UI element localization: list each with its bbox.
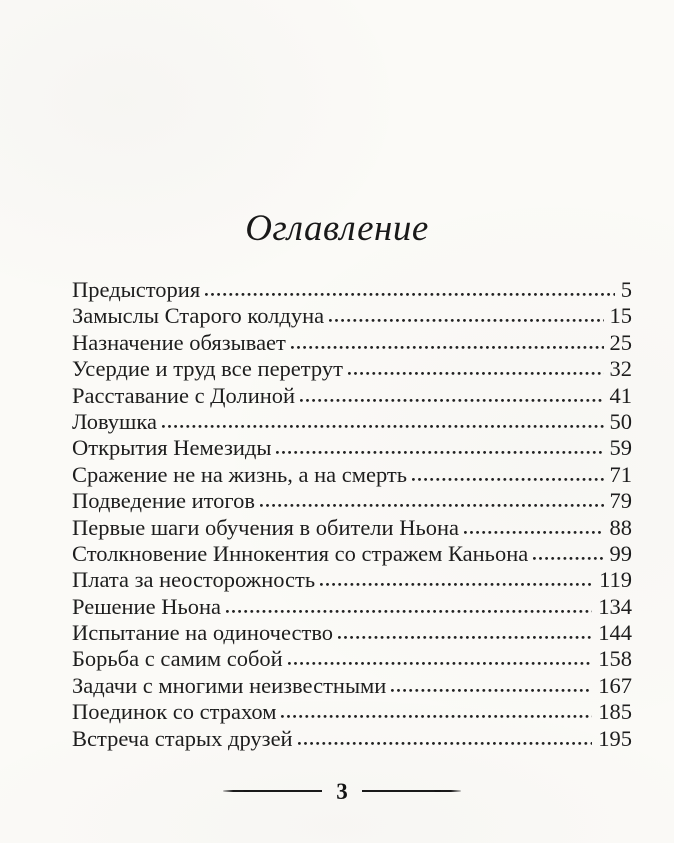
toc-entry-page-number: 5: [620, 277, 632, 302]
toc-entry-leader-dots: [161, 424, 605, 429]
toc-entry-title: Первые шаги обучения в обители Ньона: [72, 514, 459, 540]
toc-entry-page-number: 134: [598, 593, 632, 619]
toc-entry-leader-dots: [463, 530, 605, 535]
toc-entry-page-number: 25: [609, 329, 632, 355]
toc-entry-title: Открытия Немезиды: [72, 435, 272, 461]
toc-entry-page-number: 99: [609, 540, 632, 566]
toc-entry-leader-dots: [287, 661, 594, 666]
toc-entry-title: Предыстория: [72, 277, 201, 302]
toc-entry-page-number: 41: [609, 382, 632, 408]
toc-entry-page-number: 195: [598, 725, 632, 751]
toc-entry-page-number: 144: [598, 620, 632, 646]
toc-entry-page-number: 71: [609, 461, 632, 487]
page-title: Оглавление: [245, 208, 429, 249]
toc-entry-leader-dots: [297, 741, 594, 746]
table-of-contents: [72, 277, 632, 752]
toc-entry: [72, 726, 632, 752]
footer-rule-left: [223, 790, 322, 792]
toc-entry-title: Подведение итогов: [72, 488, 255, 514]
toc-entry-leader-dots: [411, 477, 604, 482]
toc-entry-leader-dots: [204, 292, 616, 297]
toc-entry-page-number: 79: [609, 488, 632, 514]
toc-entry-page-number: 119: [599, 567, 632, 593]
toc-entry-title: Назначение обязывает: [72, 329, 286, 355]
toc-entry-title: Задачи с многими неизвестными: [72, 672, 387, 698]
toc-entry-page-number: 158: [598, 646, 632, 672]
toc-entry-page-number: 167: [598, 672, 632, 698]
toc-entry: [72, 435, 632, 461]
toc-entry-title: Испытание на одиночество: [72, 620, 334, 646]
toc-entry-leader-dots: [290, 345, 605, 350]
toc-entry-leader-dots: [299, 398, 604, 403]
toc-entry: [72, 567, 632, 593]
toc-entry: [72, 409, 632, 435]
toc-entry: [72, 383, 632, 409]
toc-entry-leader-dots: [280, 714, 593, 719]
toc-entry-title: Ловушка: [72, 408, 157, 434]
toc-entry-leader-dots: [259, 503, 605, 508]
footer-rule-right: [362, 790, 461, 792]
toc-entry-page-number: 50: [609, 408, 632, 434]
toc-entry-leader-dots: [225, 609, 593, 614]
toc-entry-title: Усердие и труд все перетрут: [72, 356, 343, 382]
toc-entry-leader-dots: [337, 635, 593, 640]
toc-entry-page-number: 59: [609, 435, 632, 461]
toc-entry-page-number: 185: [598, 699, 632, 725]
toc-entry: [72, 699, 632, 725]
toc-entry: [72, 462, 632, 488]
toc-entry-title: Столкновение Иннокентия со стражем Каньона: [72, 540, 529, 566]
toc-entry: [72, 277, 632, 303]
toc-entry: [72, 646, 632, 672]
toc-entry: [72, 488, 632, 514]
toc-entry: [72, 356, 632, 382]
toc-entry: [72, 515, 632, 541]
toc-entry: [72, 541, 632, 567]
toc-entry-title: Борьба с самим собой: [72, 646, 283, 672]
toc-entry-title: Замыслы Старого колдуна: [72, 303, 325, 329]
toc-entry-page-number: 15: [609, 303, 632, 329]
toc-entry: [72, 673, 632, 699]
footer-page-number: 3: [336, 778, 348, 804]
toc-entry-leader-dots: [347, 371, 605, 376]
toc-entry-leader-dots: [275, 450, 604, 455]
toc-entry-leader-dots: [328, 318, 604, 323]
toc-entry-page-number: 88: [609, 514, 632, 540]
toc-entry-leader-dots: [532, 556, 604, 561]
toc-entry-title: Встреча старых друзей: [72, 725, 293, 751]
toc-entry-title: Решение Ньона: [72, 593, 221, 619]
toc-entry: [72, 303, 632, 329]
toc-entry-title: Расставание с Долиной: [72, 382, 296, 408]
page-footer: [10, 779, 674, 803]
toc-entry-leader-dots: [319, 582, 594, 587]
toc-entry-title: Поединок со страхом: [72, 699, 277, 725]
toc-entry-leader-dots: [390, 688, 593, 693]
toc-entry-title: Плата за неосторожность: [72, 567, 316, 593]
toc-entry: [72, 330, 632, 356]
toc-entry: [72, 620, 632, 646]
toc-entry-title: Сражение не на жизнь, а на смерть: [72, 461, 408, 487]
toc-entry: [72, 594, 632, 620]
toc-entry-page-number: 32: [609, 356, 632, 382]
